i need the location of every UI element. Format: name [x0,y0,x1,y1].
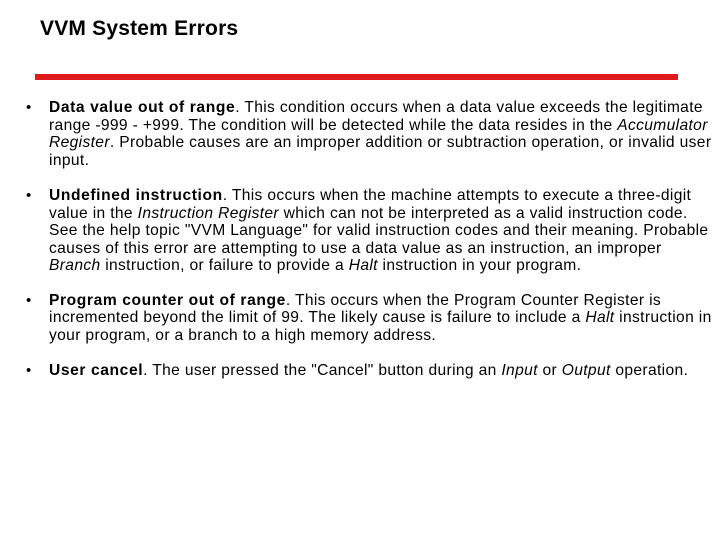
emphasized-term: Halt [585,309,615,326]
error-term: Data value out of range [49,99,236,116]
description-text: . Probable causes are an improper addition or subtraction operation, or invalid user input. [49,134,712,169]
error-list-item [22,187,712,275]
error-term: Program counter out of range [49,291,286,309]
page-title: VVM System Errors [40,17,239,40]
description-text: . This condition occurs when a data value exceeds the legitimate range -999 - +999. The condition will be detected while the data resides in the [49,99,703,134]
error-description [49,187,712,275]
bullet-icon: • [26,99,32,116]
description-text: instruction in your program. [377,257,582,274]
emphasized-term: Instruction Register [137,204,279,222]
description-text: . The user pressed the "Cancel" button during an [143,362,502,379]
title-divider [35,74,678,80]
bullet-icon: • [26,362,32,379]
description-text: instruction, or failure to provide a [100,257,349,274]
description-text: operation. [610,362,689,379]
emphasized-term: Output [561,362,611,379]
description-text: which can not be interpreted as a valid instruction code. See the help topic "VVM Language" for valid instruction codes and their meaning. Probable causes of this error are attempting to use a data value as an instruction, an improper [49,204,709,257]
error-list-item [22,292,712,345]
description-text: instruction in your program, or a branch to a high memory address. [49,309,712,344]
error-term: Undefined instruction [49,187,223,204]
bullet-icon: • [26,187,32,204]
description-text: . This occurs when the Program Counter Register is incremented beyond the limit of 99. The likely cause is failure to include a [49,291,662,326]
error-description [49,99,712,169]
bullet-icon: • [26,291,32,309]
error-term: User cancel [49,362,144,379]
error-description [49,292,712,345]
emphasized-term: Halt [348,257,378,274]
error-description [49,362,712,380]
description-text: or [537,362,562,379]
emphasized-term: Accumulator Register [49,116,708,151]
error-list-item [22,362,712,380]
description-text: . This occurs when the machine attempts to execute a three-digit value in the [49,187,692,222]
error-list [22,99,712,398]
emphasized-term: Branch [49,257,101,274]
emphasized-term: Input [501,362,538,379]
error-list-item [22,99,712,169]
